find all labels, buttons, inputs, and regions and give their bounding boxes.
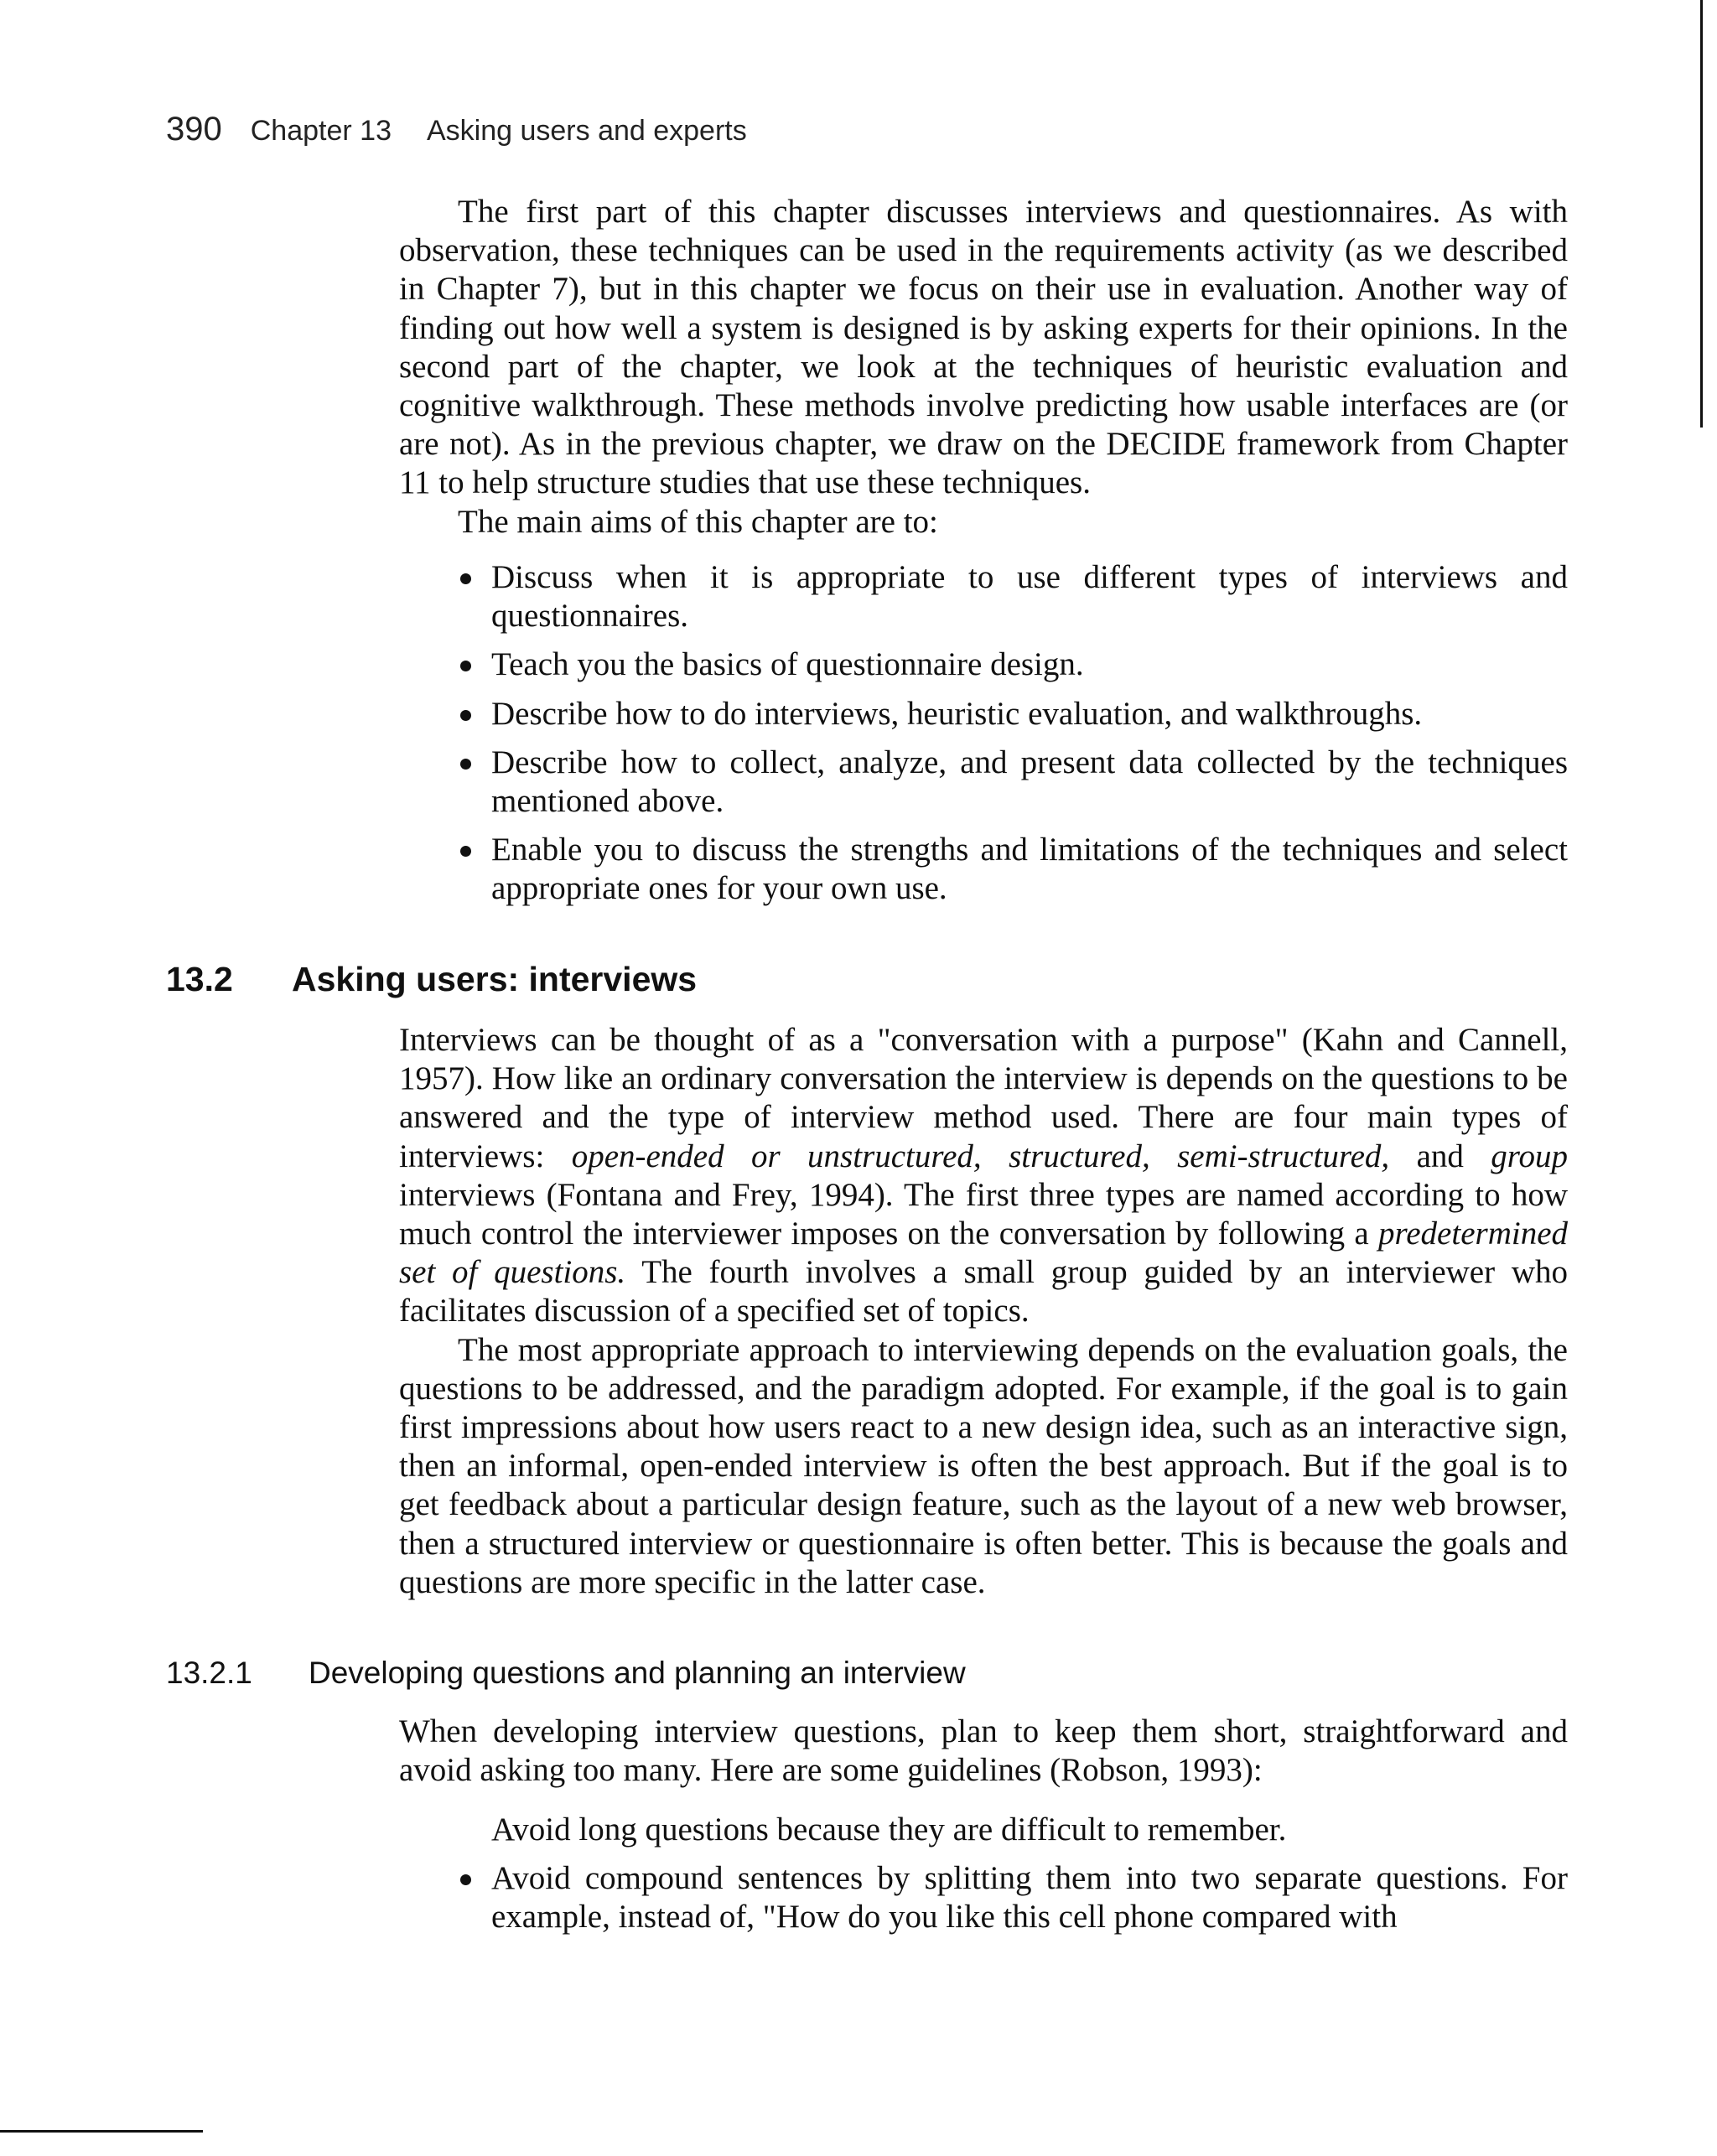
- bullet-icon: [460, 846, 471, 857]
- subsection-number: 13.2.1: [166, 1656, 252, 1690]
- guideline-text: Avoid compound sentences by splitting them into two separate questions. For example, instead of, "How do you like this cell phone compared with: [491, 1860, 1568, 1936]
- section-number: 13.2: [166, 960, 233, 998]
- guidelines-paragraph: When developing interview questions, plan to keep them short, straightforward and avoid asking too many. Here are some guidelines (Robson, 1993):: [399, 1713, 1568, 1789]
- chapter-label: Chapter 13: [250, 115, 392, 147]
- list-item: [491, 1859, 1568, 1936]
- margin-rule: [1700, 0, 1703, 428]
- list-item: [491, 558, 1568, 635]
- bullet-icon: [460, 661, 471, 671]
- bullet-icon: [460, 710, 471, 721]
- running-head: [166, 111, 747, 148]
- aims-intro: The main aims of this chapter are to:: [458, 503, 938, 540]
- list-item: [491, 645, 1568, 684]
- list-item: [491, 831, 1568, 908]
- chapter-title: Asking users and experts: [426, 115, 747, 147]
- aim-text: Enable you to discuss the strengths and limitations of the techniques and select appropriate ones for your own use.: [491, 832, 1568, 907]
- interviews-text: [399, 1021, 1568, 1602]
- aim-text: Describe how to do interviews, heuristic evaluation, and walkthroughs.: [491, 695, 1423, 732]
- guideline-text: Avoid long questions because they are difficult to remember.: [491, 1811, 1287, 1848]
- text-run: Interviews can be thought of as a "conversation with a purpose" (Kahn and Cannell, 1957). How like an ordinary conversation the interview is depends on the questions to be answered and the type of interview method used. There are four main types of interviews:: [399, 1022, 1568, 1174]
- bullet-icon: [460, 759, 471, 770]
- aim-text: Discuss when it is appropriate to use different types of interviews and questionnaires.: [491, 559, 1568, 635]
- text-run: interviews (Fontana and Frey, 1994). The first three types are named according to how much control the interviewer imposes on the conversation by following a: [399, 1176, 1568, 1252]
- subsection-heading: [166, 1656, 966, 1691]
- section-heading: [166, 960, 697, 999]
- emphasis-text: group: [1491, 1138, 1569, 1174]
- aim-text: Describe how to collect, analyze, and present data collected by the techniques mentioned above.: [491, 744, 1568, 820]
- list-item: [491, 744, 1568, 821]
- text-run: The fourth involves a small group guided by an interviewer who facilitates discussion of a specified set of topics.: [399, 1254, 1568, 1329]
- interviews-paragraph: [399, 1021, 1568, 1331]
- aims-list: [491, 558, 1568, 919]
- page-number: 390: [166, 111, 222, 148]
- aim-text: Teach you the basics of questionnaire design.: [491, 646, 1084, 683]
- subsection-title: Developing questions and planning an interview: [309, 1656, 966, 1690]
- text-run: and: [1389, 1138, 1491, 1174]
- bullet-icon: [460, 1874, 471, 1885]
- bullet-icon: [460, 573, 471, 584]
- list-item: [491, 695, 1568, 733]
- guidelines-intro: [399, 1713, 1568, 1790]
- intro-paragraph: The first part of this chapter discusses interviews and questionnaires. As with observation, these techniques can be used in the requirements activity (as we described in Chapter 7), but in this chapter we focus on their use in evaluation. Another way of finding out how well a system is designed is by asking experts for their opinions. In the second part of the chapter, we look at the techniques of heuristic evaluation and cognitive walkthrough. These methods involve predicting how usable interfaces are (or are not). As in the previous chapter, we draw on the DECIDE framework from Chapter 11 to help structure studies that use these techniques.: [399, 194, 1568, 501]
- emphasis-text: predetermined set of questions.: [399, 1215, 1568, 1291]
- interviews-paragraph-2: The most appropriate approach to interviewing depends on the evaluation goals, the questions to be addressed, and the paradigm adopted. For example, if the goal is to gain first impressions about how users react to a new design idea, such as an interactive sign, then an informal, open-ended interview is often the best approach. But if the goal is to get feedback about a particular design feature, such as the layout of a new web browser, then a structured interview or questionnaire is often better. This is because the goals and questions are more specific in the latter case.: [399, 1331, 1568, 1600]
- guidelines-list: [491, 1811, 1568, 1947]
- list-item: [491, 1811, 1568, 1849]
- corner-rule: [0, 2130, 203, 2133]
- section-title: Asking users: interviews: [292, 960, 698, 998]
- intro-text: [399, 193, 1568, 542]
- emphasis-text: open-ended or unstructured, structured, semi-structured,: [571, 1138, 1390, 1174]
